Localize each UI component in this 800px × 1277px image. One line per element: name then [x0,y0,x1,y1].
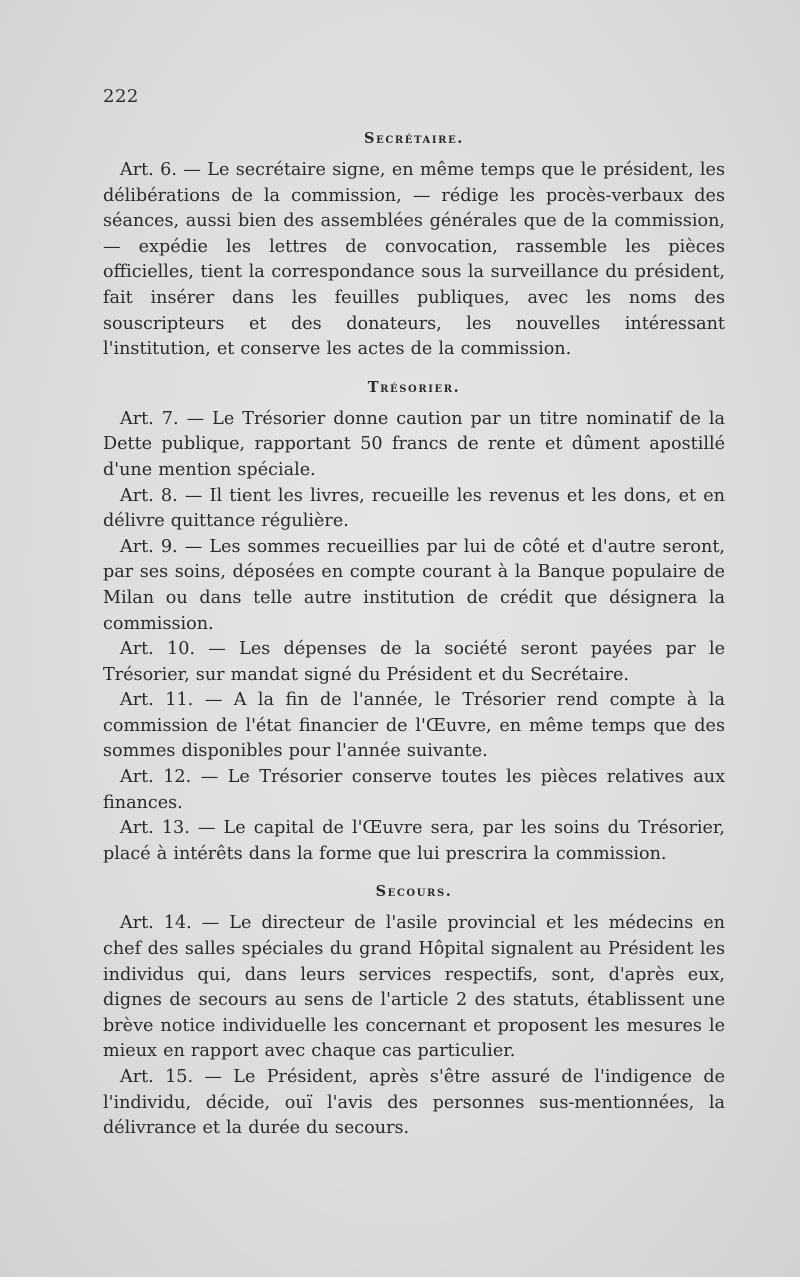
article-6: Art. 6. — Le secrétaire signe, en même temps que le président, les délibérations de la commission, — rédige les procès-verbaux des séances, aussi bien des assemblées générales que de la commission, — expédie les lettres de convocation, rassemble les pièces officielles, tient la correspondance sous la surveillance du président, fait insérer dans les feuilles publiques, avec les noms des souscripteurs et des donateurs, les nouvelles intéressant l'institution, et conserve les actes de la commission. [103,160,725,360]
article-11: Art. 11. — A la fin de l'année, le Trésorier rend compte à la commission de l'état financier de l'Œuvre, en même temps que des sommes disponibles pour l'année suivante. [103,690,725,762]
page-number: 222 [103,86,139,107]
section-title-secours: Secours. [375,883,453,901]
article-7: Art. 7. — Le Trésorier donne caution par un titre nominatif de la Dette publique, rapportant 50 francs de rente et dûment apostillé d'une mention spéciale. [103,408,725,480]
article-9: Art. 9. — Les sommes recueillies par lui de côté et d'autre seront, par ses soins, déposées en compte courant à la Banque populaire de Milan ou dans telle autre institution de crédit que désignera la commission. [103,536,725,634]
article-12: Art. 12. — Le Trésorier conserve toutes les pièces relatives aux finances. [103,767,725,813]
article-15: Art. 15. — Le Président, après s'être assuré de l'indigence de l'individu, décide, ouï l'avis des personnes sus-mentionnées, la délivrance et la durée du secours. [103,1067,725,1139]
article-8: Art. 8. — Il tient les livres, recueille les revenus et les dons, et en délivre quittance régulière. [103,485,725,532]
page-text [103,128,725,1142]
article-14: Art. 14. — Le directeur de l'asile provincial et les médecins en chef des salles spéciales du grand Hôpital signalent au Président les individus qui, dans leurs services respectifs, sont, d'après eux, dignes de secours au sens de l'article 2 des statuts, établissent une brève notice individuelle les concernant et proposent les mesures le mieux en rapport avec chaque cas particulier. [103,913,725,1062]
section-title-secretaire: Secrétaire. [364,130,464,147]
section-title-tresorier: Trésorier. [367,378,461,396]
article-13: Art. 13. — Le capital de l'Œuvre sera, par les soins du Trésorier, placé à intérêts dans la forme que lui prescrira la commission. [103,818,725,864]
article-10: Art. 10. — Les dépenses de la société seront payées par le Trésorier, sur mandat signé du Président et du Secrétaire. [103,639,725,685]
